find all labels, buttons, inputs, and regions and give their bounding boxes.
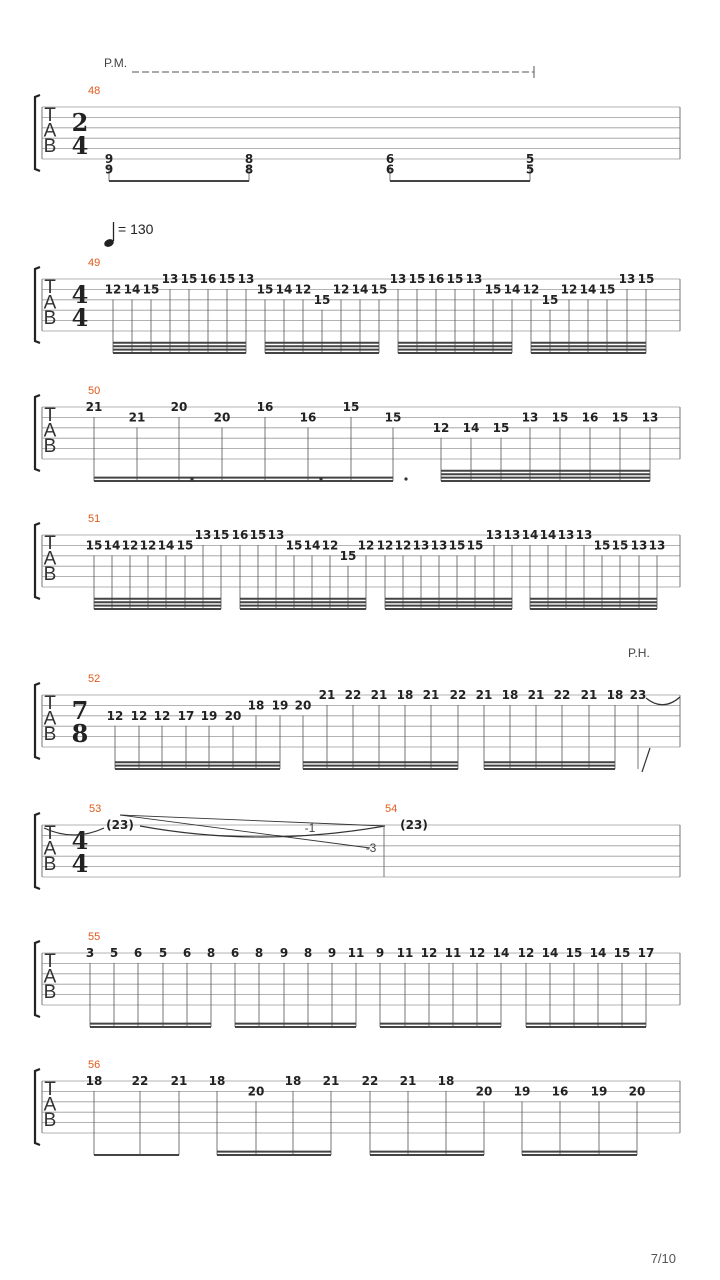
fret-number: 21: [318, 688, 336, 702]
fret-number: 21: [85, 400, 103, 414]
fret-number: 8: [206, 946, 216, 960]
fret-number: 14: [103, 538, 121, 553]
fret-number: 15: [492, 420, 510, 435]
system-bracket: [35, 395, 40, 471]
time-signature-bottom: 4: [71, 131, 89, 160]
fret-number: 6: [182, 946, 192, 960]
fret-number: 20: [170, 400, 188, 414]
fret-number: (23): [400, 818, 428, 832]
fret-number: 13: [618, 272, 636, 286]
fret-number: 12: [517, 946, 535, 960]
fret-number: 20: [628, 1084, 646, 1099]
fret-number: 14: [462, 420, 480, 435]
fret-number: 18: [396, 688, 414, 702]
fret-number: 18: [437, 1074, 455, 1088]
fret-number: 22: [131, 1074, 149, 1088]
fret-number: 21: [475, 688, 493, 702]
fret-number: 9: [104, 162, 114, 177]
fret-number: 18: [247, 698, 265, 713]
tempo-marking: = 130: [118, 221, 154, 237]
time-signature-bottom: 8: [71, 719, 89, 748]
fret-number: 14: [539, 528, 557, 542]
system-bracket: [35, 267, 40, 343]
fret-number: 15: [448, 538, 466, 553]
fret-number: 9: [279, 946, 289, 960]
system-bracket: [35, 683, 40, 759]
measure-number: 52: [88, 673, 101, 685]
tab-clef-letter: A: [43, 292, 57, 314]
fret-number: 14: [123, 282, 141, 297]
fret-number: 12: [153, 708, 171, 723]
tab-clef-letter: A: [43, 548, 57, 570]
fret-number: 18: [501, 688, 519, 702]
fret-number: 13: [521, 410, 539, 425]
fret-number: 17: [637, 946, 655, 960]
fret-number: 9: [104, 152, 114, 166]
tab-clef-letter: T: [44, 533, 56, 554]
tab-clef-letter: B: [43, 564, 57, 585]
time-signature-bottom: 4: [71, 849, 89, 878]
fret-number: 14: [589, 946, 607, 960]
time-signature-top: 4: [71, 826, 89, 855]
tab-clef-letter: B: [43, 982, 57, 1003]
fret-number: 18: [85, 1074, 103, 1088]
fret-number: 14: [351, 282, 369, 297]
fret-number: 16: [199, 272, 217, 286]
time-signature-bottom: 4: [71, 303, 89, 332]
fret-number: 21: [527, 688, 545, 702]
fret-number: 15: [384, 410, 402, 425]
tab-clef-letter: T: [44, 277, 56, 298]
fret-number: 16: [231, 528, 249, 542]
fret-number: 22: [449, 688, 467, 702]
fret-number: 12: [522, 282, 540, 297]
rhythm-dot: [190, 477, 193, 480]
fret-number: 5: [525, 162, 535, 177]
fret-number: 15: [142, 282, 160, 297]
fret-number: 15: [85, 538, 103, 553]
measure-number: 49: [88, 257, 101, 269]
system-bracket: [35, 95, 40, 171]
fret-number: 15: [249, 528, 267, 542]
system-bracket: [35, 1069, 40, 1145]
fret-number: 15: [285, 538, 303, 553]
fret-number: 15: [466, 538, 484, 553]
page-number: 7/10: [650, 1251, 676, 1266]
fret-number: 12: [394, 538, 412, 553]
tab-clef-letter: A: [43, 708, 57, 730]
fret-number: 19: [590, 1084, 608, 1099]
fret-number: 23: [629, 688, 647, 702]
tab-system: [35, 95, 680, 171]
fret-number: 16: [299, 410, 317, 425]
fret-number: 19: [200, 708, 218, 723]
fret-number: 17: [177, 708, 195, 723]
fret-number: 11: [396, 946, 414, 960]
fret-number: 13: [430, 538, 448, 553]
tab-clef-letter: B: [43, 724, 57, 745]
fret-number: 19: [271, 698, 289, 713]
fret-number: 15: [565, 946, 583, 960]
fret-number: 13: [194, 528, 212, 542]
fret-number: 14: [521, 528, 539, 542]
tab-clef-letter: B: [43, 308, 57, 329]
fret-number: 9: [375, 946, 385, 960]
fret-number: 21: [370, 688, 388, 702]
fret-number: 11: [444, 946, 462, 960]
fret-number: 21: [399, 1074, 417, 1088]
fret-number: 20: [247, 1084, 265, 1099]
fret-number: 13: [161, 272, 179, 286]
measure-number: 55: [88, 931, 101, 943]
measure-number: 50: [88, 385, 101, 397]
fret-number: 15: [541, 292, 559, 307]
fret-number: 9: [327, 946, 337, 960]
time-signature-top: 2: [71, 108, 89, 137]
fret-number: 12: [376, 538, 394, 553]
fret-number: 15: [218, 272, 236, 286]
fret-number: 6: [133, 946, 143, 960]
tab-clef-letter: B: [43, 136, 57, 157]
tab-clef-letter: A: [43, 1094, 57, 1116]
fret-number: 14: [579, 282, 597, 297]
fret-number: 5: [158, 946, 168, 960]
system-bracket: [35, 941, 40, 1017]
fret-number: 12: [357, 538, 375, 553]
fret-number: 13: [557, 528, 575, 542]
tab-clef-letter: T: [44, 1079, 56, 1100]
system-bracket: [35, 523, 40, 599]
time-signature-top: 4: [71, 280, 89, 309]
fret-number: 13: [465, 272, 483, 286]
measure-number: 51: [88, 513, 101, 525]
fret-number: 18: [606, 688, 624, 702]
fret-number: 21: [128, 410, 146, 425]
fret-number: 22: [344, 688, 362, 702]
tab-clef-letter: T: [44, 405, 56, 426]
fret-number: 11: [347, 946, 365, 960]
fret-number: 14: [157, 538, 175, 553]
fret-number: 12: [139, 538, 157, 553]
fret-number: 18: [208, 1074, 226, 1088]
fret-number: 13: [503, 528, 521, 542]
fret-number: 21: [170, 1074, 188, 1088]
time-signature-top: 7: [71, 696, 89, 725]
fret-number: 12: [560, 282, 578, 297]
fret-number: 12: [432, 420, 450, 435]
fret-number: 20: [224, 708, 242, 723]
fret-number: 12: [121, 538, 139, 553]
fret-number: 6: [230, 946, 240, 960]
measure-number: 53: [89, 803, 102, 815]
fret-number: 13: [389, 272, 407, 286]
tab-clef-letter: A: [43, 838, 57, 860]
fret-number: 5: [525, 152, 535, 166]
tab-clef-letter: A: [43, 120, 57, 142]
measure-number: 56: [88, 1059, 101, 1071]
fret-number: 15: [446, 272, 464, 286]
fret-number: 3: [85, 946, 95, 960]
tab-clef-letter: T: [44, 823, 56, 844]
fret-number: 21: [580, 688, 598, 702]
fret-number: 16: [551, 1084, 569, 1099]
fret-number: 12: [294, 282, 312, 297]
fret-number: 12: [104, 282, 122, 297]
tab-clef-letter: T: [44, 105, 56, 126]
tab-clef-letter: B: [43, 1110, 57, 1131]
fret-number: 8: [244, 152, 254, 166]
fret-number: 15: [551, 410, 569, 425]
fret-number: 20: [475, 1084, 493, 1099]
fret-number: 14: [303, 538, 321, 553]
fret-number: 16: [581, 410, 599, 425]
fret-number: 15: [370, 282, 388, 297]
measure-number: 48: [88, 85, 101, 97]
fret-number: 12: [468, 946, 486, 960]
fret-number: 12: [106, 708, 124, 723]
tie-arc: [646, 697, 680, 705]
fret-number: 6: [385, 162, 395, 177]
rhythm-dot: [404, 477, 407, 480]
fret-number: 15: [256, 282, 274, 297]
tab-clef-letter: A: [43, 966, 57, 988]
fret-number: 14: [492, 946, 510, 960]
fret-number: 8: [244, 162, 254, 177]
fret-number: 15: [637, 272, 655, 286]
fret-number: 8: [303, 946, 313, 960]
rhythm-dot: [319, 477, 322, 480]
fret-number: 12: [332, 282, 350, 297]
fret-number: 13: [237, 272, 255, 286]
fret-number: 20: [294, 698, 312, 713]
fret-number: 15: [342, 400, 360, 414]
fret-number: 13: [648, 538, 666, 553]
fret-number: 15: [611, 538, 629, 553]
fret-number: 15: [408, 272, 426, 286]
fret-number: 22: [553, 688, 571, 702]
fret-number: 15: [212, 528, 230, 542]
fret-number: 20: [213, 410, 231, 425]
fret-number: 12: [420, 946, 438, 960]
fret-number: (23): [106, 818, 134, 832]
fret-number: 15: [611, 410, 629, 425]
fret-number: 15: [176, 538, 194, 553]
fret-number: 14: [503, 282, 521, 297]
fret-number: 13: [575, 528, 593, 542]
fret-number: 14: [541, 946, 559, 960]
pinch-harmonic-label: P.H.: [628, 646, 650, 660]
tab-clef-letter: B: [43, 436, 57, 457]
fret-number: 12: [130, 708, 148, 723]
fret-number: 15: [484, 282, 502, 297]
fret-number: 8: [254, 946, 264, 960]
fret-number: 12: [321, 538, 339, 553]
tab-clef-letter: T: [44, 693, 56, 714]
fret-number: 15: [593, 538, 611, 553]
fret-number: 15: [313, 292, 331, 307]
fret-number: 6: [385, 152, 395, 166]
fret-number: 19: [513, 1084, 531, 1099]
fret-number: 15: [598, 282, 616, 297]
fret-number: 14: [275, 282, 293, 297]
fret-number: 13: [412, 538, 430, 553]
system-bracket: [35, 813, 40, 889]
tab-clef-letter: A: [43, 420, 57, 442]
fret-number: 13: [485, 528, 503, 542]
fret-number: 15: [613, 946, 631, 960]
tab-clef-letter: B: [43, 854, 57, 875]
fret-number: 15: [339, 548, 357, 563]
harmonic-grace-mark: [642, 748, 650, 772]
fret-number: 21: [322, 1074, 340, 1088]
fret-number: 18: [284, 1074, 302, 1088]
fret-number: 16: [427, 272, 445, 286]
fret-number: 16: [256, 400, 274, 414]
fret-number: 15: [180, 272, 198, 286]
measure-number: 54: [385, 803, 398, 815]
fret-number: 22: [361, 1074, 379, 1088]
tab-clef-letter: T: [44, 951, 56, 972]
bend-amount: -1: [304, 821, 316, 835]
palm-mute-label: P.M.: [104, 56, 128, 70]
fret-number: 13: [267, 528, 285, 542]
fret-number: 13: [641, 410, 659, 425]
fret-number: 13: [630, 538, 648, 553]
fret-number: 21: [422, 688, 440, 702]
bend-amount: -3: [365, 841, 377, 855]
fret-number: 5: [109, 946, 119, 960]
